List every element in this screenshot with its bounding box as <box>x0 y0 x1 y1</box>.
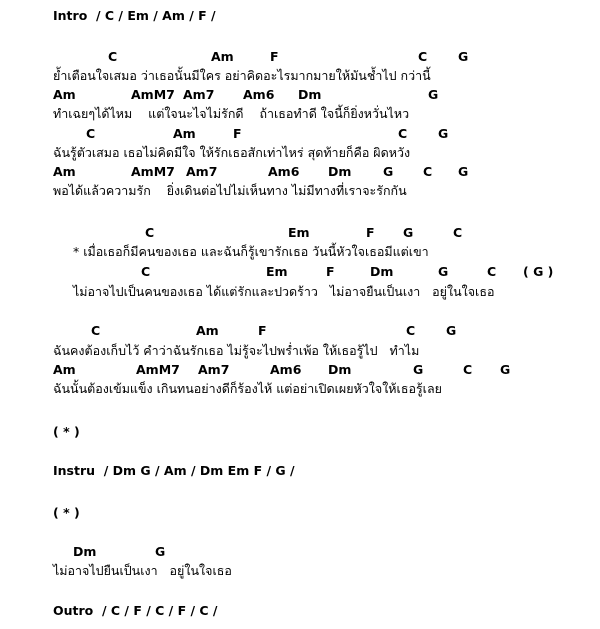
repeat-chorus-2 <box>0 505 600 525</box>
verse2-chord-line-2 <box>0 362 600 382</box>
outro-line <box>0 603 600 623</box>
chord: C <box>418 49 428 64</box>
chord: G <box>403 225 414 240</box>
chord: C <box>423 164 433 179</box>
chord: Am6 <box>243 87 275 102</box>
verse1-lyric-line-3 <box>0 145 600 165</box>
chord: AmM7 <box>136 362 180 377</box>
tag-lyric-line <box>0 563 600 583</box>
outro-chords: Outro / C / F / C / F / C / <box>53 603 218 618</box>
chorus-lyric-line-1 <box>0 244 600 264</box>
chord: C <box>141 264 151 279</box>
verse1-chord-line-2 <box>0 87 600 107</box>
chord: Dm <box>298 87 322 102</box>
verse1-lyric-line-4 <box>0 183 600 203</box>
chord: G <box>458 164 469 179</box>
chord: Am7 <box>186 164 218 179</box>
chord: AmM7 <box>131 87 175 102</box>
chord: Am <box>196 323 219 338</box>
intro-line <box>0 8 600 28</box>
repeat-marker: ( * ) <box>53 424 80 439</box>
instru-line <box>0 463 600 483</box>
lyric: ย้ำเตือนใจเสมอ ว่าเธอนั้นมีใคร อย่าคิดอะไรมากมายให้มันช้ำไป กว่านี้ <box>53 68 431 83</box>
chorus-lyric-line-2 <box>0 284 600 304</box>
chord: Am7 <box>183 87 215 102</box>
chord: Am <box>211 49 234 64</box>
lyric: ไม่อาจไปเป็นคนของเธอ ได้แต่รักและปวดร้าว ไม่อาจยืนเป็นเงา อยู่ในใจเธอ <box>73 284 495 299</box>
chord: G <box>500 362 511 377</box>
tag-chord-line <box>0 544 600 564</box>
verse1-lyric-line-1 <box>0 68 600 88</box>
chord: C <box>398 126 408 141</box>
chord: G <box>438 126 449 141</box>
chord: Dm <box>73 544 97 559</box>
chord: Em <box>266 264 288 279</box>
chord: Am7 <box>198 362 230 377</box>
verse1-chord-line-3 <box>0 126 600 146</box>
chord: C <box>108 49 118 64</box>
chord: C <box>406 323 416 338</box>
chord: AmM7 <box>131 164 175 179</box>
chord: Am6 <box>270 362 302 377</box>
chord: Dm <box>328 362 352 377</box>
chord: Am <box>53 362 76 377</box>
chord: F <box>326 264 335 279</box>
chord: G <box>438 264 449 279</box>
chorus-chord-line-2 <box>0 264 600 284</box>
chord: F <box>258 323 267 338</box>
chorus-chord-line-1 <box>0 225 600 245</box>
chord: C <box>487 264 497 279</box>
chord: Em <box>288 225 310 240</box>
lyric: พอได้แล้วความรัก ยิ่งเดินต่อไปไม่เห็นทาง ไม่มีทางที่เราจะรักกัน <box>53 183 407 198</box>
chord: Dm <box>370 264 394 279</box>
verse2-lyric-line-1 <box>0 343 600 363</box>
verse2-chord-line-1 <box>0 323 600 343</box>
chord: C <box>145 225 155 240</box>
repeat-marker: ( * ) <box>53 505 80 520</box>
lyric: ไม่อาจไปยืนเป็นเงา อยู่ในใจเธอ <box>53 563 232 578</box>
chord: Am6 <box>268 164 300 179</box>
verse1-chord-line-1 <box>0 49 600 69</box>
lyric: ฉันคงต้องเก็บไว้ คำว่าฉันรักเธอ ไม่รู้จะไปพร่ำเพ้อ ให้เธอรู้ไป ทำไม <box>53 343 420 358</box>
lyric: * เมื่อเธอก็มีคนของเธอ และฉันก็รู้เขารักเธอ วันนี้หัวใจเธอมีแต่เขา <box>73 244 429 259</box>
lyric: ฉันนั้นต้องเข้มแข็ง เกินทนอย่างดีก็ร้องไห้ แต่อย่าเปิดเผยหัวใจให้เธอรู้เลย <box>53 381 442 396</box>
chord: G <box>446 323 457 338</box>
instru-chords: Instru / Dm G / Am / Dm Em F / G / <box>53 463 295 478</box>
chord: F <box>366 225 375 240</box>
chord: C <box>86 126 96 141</box>
chord: Am <box>173 126 196 141</box>
chord: Dm <box>328 164 352 179</box>
intro-chords: Intro / C / Em / Am / F / <box>53 8 216 23</box>
chord: C <box>463 362 473 377</box>
verse1-lyric-line-2 <box>0 106 600 126</box>
repeat-chorus-1 <box>0 424 600 444</box>
chord: F <box>233 126 242 141</box>
chord: G <box>383 164 394 179</box>
chord: G <box>428 87 439 102</box>
chord: F <box>270 49 279 64</box>
chord: ( G ) <box>523 264 554 279</box>
chord: G <box>413 362 424 377</box>
chord: G <box>458 49 469 64</box>
verse2-lyric-line-2 <box>0 381 600 401</box>
lyric: ทำเฉยๆได้ไหม แต่ใจนะไจไม่รักดี ถ้าเธอทำดี ใจนี้ก็ยิ่งหวั่นไหว <box>53 106 410 121</box>
verse1-chord-line-4 <box>0 164 600 184</box>
chord: C <box>91 323 101 338</box>
chord: C <box>453 225 463 240</box>
chord: G <box>155 544 166 559</box>
lyric: ฉันรู้ตัวเสมอ เธอไม่คิดมีใจ ให้รักเธอสักเท่าไหร่ สุดท้ายก็คือ ผิดหวัง <box>53 145 411 160</box>
chord: Am <box>53 87 76 102</box>
chord: Am <box>53 164 76 179</box>
